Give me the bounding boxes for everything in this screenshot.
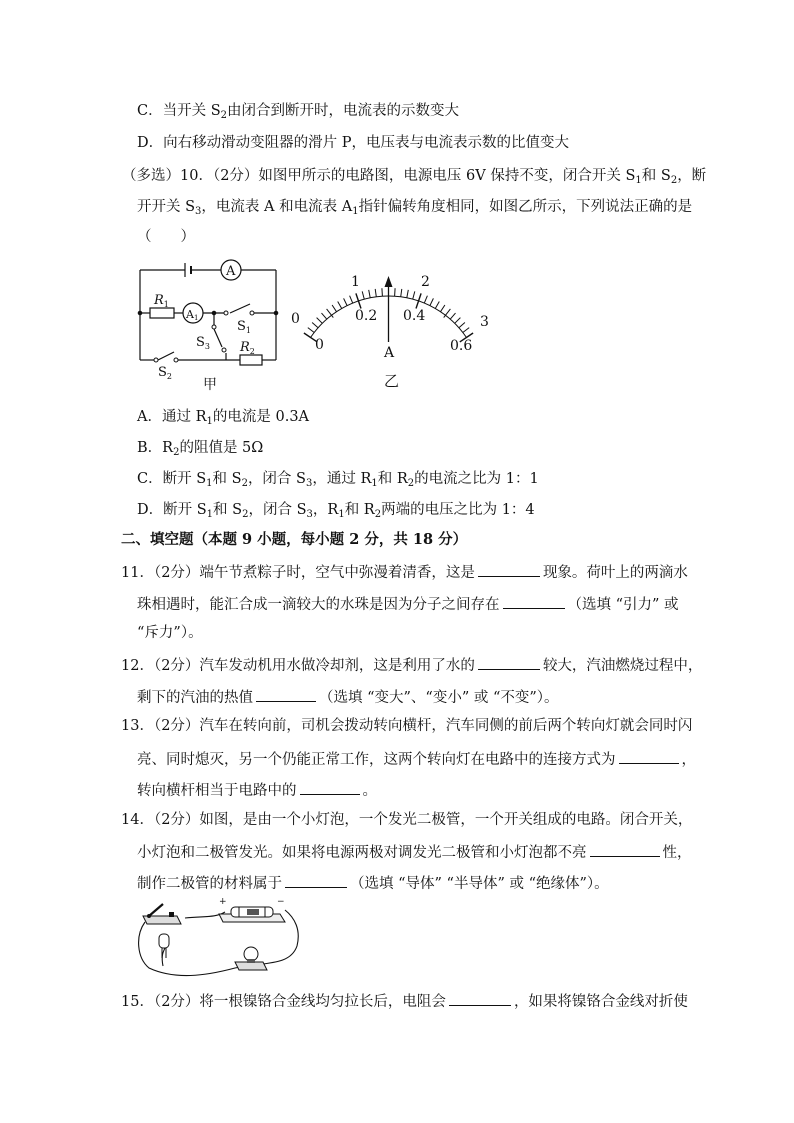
inner-label-0: 0 — [315, 337, 324, 353]
dial-tick — [375, 289, 376, 297]
ammeter-dial-yi — [285, 262, 500, 392]
q14-blank-2[interactable] — [285, 872, 347, 888]
dial-tick — [395, 288, 396, 296]
q11-blank-1[interactable] — [478, 561, 540, 577]
q15-blank-1[interactable] — [449, 990, 511, 1006]
dial-tick — [317, 318, 323, 324]
q10-option-c: C．断开 $S_1$和 $S_2$，闭合 $S_3$，通过 $R_1$和 $R_2$的电流之比为 1：1 — [137, 471, 539, 489]
dial-tick — [450, 313, 455, 319]
q12-line2: 剩下的汽油的热值 （选填 “变大”、“变小” 或 “不变”）。 — [137, 686, 559, 708]
q13-blank-2[interactable] — [300, 779, 360, 795]
dial-tick — [455, 318, 461, 324]
q12-line1: 12．（2分）汽车发动机用水做冷却剂，这是利用了水的 较大，汽油燃烧过程中， — [121, 654, 702, 676]
dial-tick — [362, 291, 364, 299]
q14-blank-1[interactable] — [590, 841, 660, 857]
dial-tick — [407, 290, 409, 298]
q10-option-a: A．通过 $R_1$的电流是 0.3A — [137, 409, 310, 427]
dial-tick — [312, 323, 318, 328]
s1-label: $S_1$ — [237, 319, 251, 335]
q12-blank-2[interactable] — [256, 686, 316, 702]
q14-line3: 制作二极管的材料属于 （选填 “导体” “半导体” 或 “绝缘体”）。 — [137, 872, 609, 894]
plus-sign: + — [219, 897, 227, 907]
q10-stem-line2: 开开关 $S_3$，电流表 A 和电流表 $A_1$指针偏转角度相同，如图乙所示，下列说法正确的是 — [137, 199, 693, 217]
outer-label-1: 1 — [351, 274, 360, 290]
dial-tick — [332, 305, 336, 312]
q14-line1: 14．（2分）如图，是由一个小灯泡，一个发光二极管，一个开关组成的电路。闭合开关， — [121, 812, 693, 828]
resistor-r1-icon — [150, 308, 174, 318]
switch-s2-icon — [158, 352, 174, 360]
dial-tick — [322, 313, 327, 319]
bulb-icon — [235, 947, 267, 970]
r1-label: $R_1$ — [154, 293, 169, 309]
inner-label-0-6: 0.6 — [450, 338, 473, 354]
r2-label: $R_2$ — [240, 340, 255, 356]
switch-icon — [143, 904, 181, 924]
outer-label-0: 0 — [291, 311, 300, 327]
led-icon — [159, 934, 169, 958]
dial-tick — [350, 296, 353, 303]
minus-sign: − — [277, 897, 285, 907]
caption-yi: 乙 — [384, 372, 400, 390]
dial-tick — [382, 288, 383, 296]
q11-blank-2[interactable] — [503, 593, 565, 609]
dial-tick — [369, 290, 371, 298]
dial-tick — [344, 298, 348, 305]
s2-label: $S_2$ — [158, 365, 172, 381]
q11-line3: “斥力”）。 — [137, 625, 203, 641]
q10-answer-bracket: （ ） — [137, 229, 195, 245]
dial-tick — [441, 305, 445, 312]
dial-tick — [338, 302, 342, 309]
dial-tick — [430, 298, 434, 305]
q13-line3: 转向横杆相当于电路中的 。 — [137, 779, 377, 801]
q9-option-c: C．当开关 $S_2$由闭合到断开时，电流表的示数变大 — [137, 103, 460, 121]
s3-label: $S_3$ — [196, 335, 210, 351]
ammeter-a-label: A — [226, 264, 236, 279]
dial-tick — [459, 323, 465, 328]
q13-line2: 亮、同时熄灭，另一个仍能正常工作，这两个转向灯在电路中的连接方式为 ， — [137, 748, 696, 770]
inner-label-0-2: 0.2 — [355, 308, 378, 324]
dial-tick — [424, 296, 427, 303]
dial-tick — [308, 328, 314, 333]
q15-line1: 15．（2分）将一根镍铬合金线均匀拉长后，电阻会 ，如果将镍铬合金线对折使 — [121, 990, 688, 1012]
q13-line1: 13．（2分）汽车在转向前，司机会拨动转向横杆，汽车同侧的前后两个转向灯就会同时闪 — [121, 718, 693, 734]
outer-label-3: 3 — [480, 314, 489, 330]
dial-tick — [413, 291, 415, 299]
section-heading-fill-in: 二、填空题（本题 9 小题，每小题 2 分，共 18 分） — [121, 531, 468, 548]
q14-line2: 小灯泡和二极管发光。如果将电源两极对调发光二极管和小灯泡都不亮 性， — [137, 841, 692, 863]
dial-tick — [401, 289, 402, 297]
dial-needle — [385, 276, 393, 342]
q11-line1: 11．（2分）端午节煮粽子时，空气中弥漫着清香，这是 现象。荷叶上的两滴水 — [121, 561, 688, 583]
dial-tick — [435, 302, 439, 309]
q10-stem-line1: （多选）10．（2分）如图甲所示的电路图，电源电压 6V 保持不变，闭合开关 $S_1$和 $S_2$，断 — [122, 168, 707, 186]
battery-icon — [219, 907, 285, 922]
switch-s3-icon — [214, 329, 222, 347]
needle-unit-label: A — [384, 345, 395, 361]
resistor-r2-icon — [240, 355, 262, 365]
outer-label-2: 2 — [421, 274, 430, 290]
q12-blank-1[interactable] — [478, 654, 540, 670]
caption-jia: 甲 — [203, 377, 217, 393]
q13-blank-1[interactable] — [619, 748, 679, 764]
q11-line2: 珠相遇时，能汇合成一滴较大的水珠是因为分子之间存在 （选填 “引力” 或 — [137, 593, 679, 615]
q10-option-b: B．$R_2$的阻值是 5Ω — [137, 440, 264, 458]
inner-label-0-4: 0.4 — [403, 308, 426, 324]
ammeter-a1-label: A1 — [186, 308, 199, 322]
led-bulb-circuit-figure — [135, 896, 305, 982]
switch-s1-icon — [230, 304, 250, 313]
q9-option-d: D．向右移动滑动变阻器的滑片 P，电压表与电流表示数的比值变大 — [137, 135, 569, 151]
circuit-diagram-jia — [130, 255, 290, 395]
q10-option-d: D．断开 $S_1$和 $S_2$，闭合 $S_3$，$R_1$和 $R_2$两端的电压之比为 1：4 — [137, 502, 535, 520]
dial-tick — [463, 328, 469, 333]
